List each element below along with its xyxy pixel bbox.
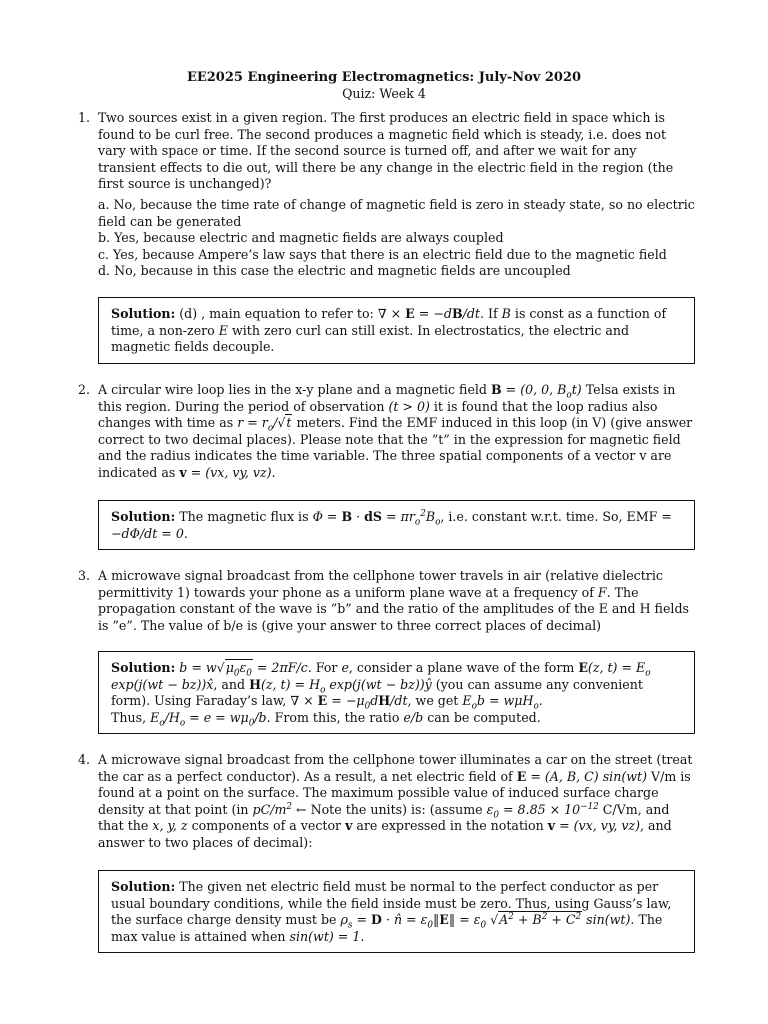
solution-box-1: Solution: (d) , main equation to refer to: ∇ × E = −dB/dt. If B is const as a function of time, a non-zero E with zero curl can still exist. In electrostatics, the electric and magnetic fields decouple. [98,297,695,364]
solution-box-2: Solution: The magnetic flux is Φ = B · dS = $\pi r_o^2B_o$, i.e. constant w.r.t. time. So, EMF = −dΦ/dt = 0. [98,500,695,550]
page-title: EE2025 Engineering Electromagnetics: July-Nov 2020 [186,70,582,85]
option-c: c. Yes, because Ampere’s law says that there is an electric field due to the magnetic field [98,246,667,262]
question-1-options [98,197,695,280]
question-4-text: A microwave signal broadcast from the cellphone tower illuminates a car on the street (treat the car as a perfect conductor). As a result, a net electric field of E = (A, B, C) sin(wt) V/m is found at a point on the surface. The maximum possible value of induced surface charge density at that point (in $pC/m^2$ ← Note the units) is: (assume $\varepsilon_0 = 8.85 \times 10^{-12}$ C/Vm, and that the x, y, z components of a vector v are expressed in the notation v = (vx, vy, vz), and answer to two places of decimal): [98,752,693,850]
question-1-number: 1. [78,110,91,125]
option-b: b. Yes, because electric and magnetic fields are always coupled [98,230,504,246]
option-a: a. No, because the time rate of change of magnetic field is zero in steady state, so no electric field can be generated [98,197,695,229]
question-3-number: 3. [78,568,91,583]
question-2-number: 2. [78,382,91,397]
question-4-number: 4. [78,752,91,767]
solution-label: Solution: [111,306,176,321]
question-3-text: A microwave signal broadcast from the cellphone tower travels in air (relative dielectric permittivity 1) towards your phone as a uniform plane wave at a frequency of F. The propagation constant of the wave is ”b” and the ratio of the amplitudes of the E and H fields is ”e”. The value of b/e is (give your answer to three correct places of decimal) [98,568,689,633]
option-d: d. No, because in this case the electric and magnetic fields are uncoupled [98,263,571,279]
solution-box-4: Solution: The given net electric field must be normal to the perfect conductor as per usual boundary conditions, while the field inside must be zero. Thus, using Gauss’s law, the surface charge density must be $\rho_s = D$ · n̂ = $\varepsilon_0‖E‖ = \varepsilon_0$ $√A^2 + B^2 + C^2$ sin(wt). The max value is attained when sin(wt) = 1. [98,870,695,953]
page-subtitle: Quiz: Week 4 [342,86,426,101]
question-2-text: A circular wire loop lies in the x-y plane and a magnetic field B = (0, 0, $B_ot$) Telsa exists in this region. During the period of observation (t > 0) it is found that the loop radius also changes with time as $r = r_o/√t$ meters. Find the EMF induced in this loop (in V) (give answer correct to two decimal places). Please note that the ”t” in the expression for magnetic field and the radius indicates the time variable. The three spatial components of a vector v are indicated as v = (vx, vy, vz). [98,382,693,480]
question-1-text: Two sources exist in a given region. The first produces an electric field in space which is found to be curl free. The second produces a magnetic field which is steady, i.e. does not vary with space or time. If the second source is turned off, and after we wait for any transient effects to die out, will there be any change in the electric field in the region (the first source is unchanged)? [98,110,674,192]
equation-faraday: ∇ × E = −dB/dt [377,306,480,321]
solution-box-3: Solution: $b = w√\mu_0\varepsilon_0 = 2\pi F/c$. For e, consider a plane wave of the form E(z, $t) = E_o$ exp(j(wt − bz))x̂, and H(z, $t) = H_o$ exp(j(wt − bz))ŷ (you can assume any convenient form). Using Faraday’s law, ∇ × $E = -\mu_0dH/dt$, we get $E_ob = w\mu H_o$. Thus, $E_o/H_o = e = w\mu_0/b$. From this, the ratio e/b can be computed. [98,651,695,734]
